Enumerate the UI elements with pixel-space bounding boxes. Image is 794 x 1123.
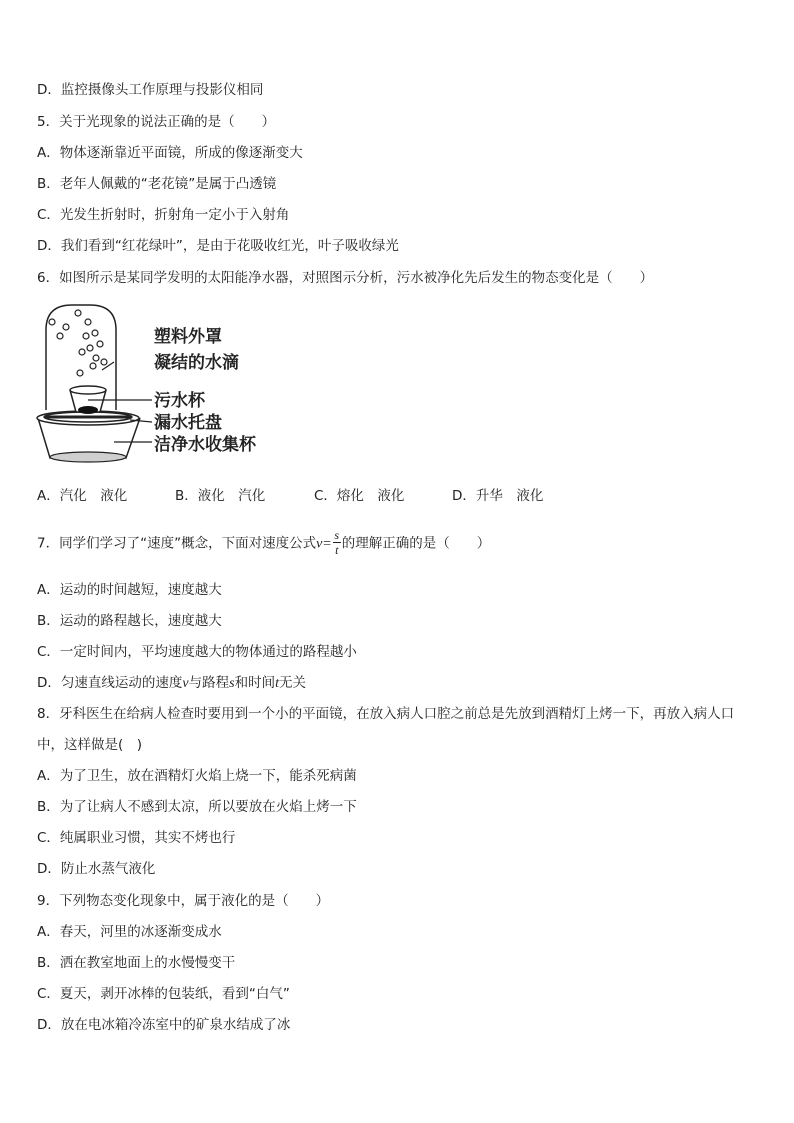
solar-water-purifier-figure: [30, 300, 300, 470]
q7-option-a: A．运动的时间越短，速度越大: [37, 582, 222, 598]
q7-formula-denominator: t: [335, 543, 339, 557]
q8-option-d: D．防止水蒸气液化: [37, 861, 156, 877]
q6-option-d: D．升华 液化: [452, 488, 544, 504]
q7-option-c: C．一定时间内，平均速度越大的物体通过的路程越小: [37, 644, 357, 660]
q7-option-d-text-4: 无关: [278, 675, 306, 691]
q9-stem: 9．下列物态变化现象中，属于液化的是（ ）: [37, 893, 330, 909]
q8-option-a: A．为了卫生，放在酒精灯火焰上烧一下，能杀死病菌: [37, 768, 357, 784]
q7-stem: [37, 530, 490, 557]
figure-label-plastic-cover: 塑料外罩: [154, 327, 222, 347]
figure-label-leak-tray: 漏水托盘: [154, 413, 222, 433]
q7-option-d-text-1: D．匀速直线运动的速度: [37, 675, 183, 691]
q6-option-c: C．熔化 液化: [314, 488, 405, 504]
water-droplets: [49, 310, 107, 376]
q9-option-b: B．洒在教室地面上的水慢慢变干: [37, 955, 236, 971]
q8-option-b: B．为了让病人不感到太凉，所以要放在火焰上烤一下: [37, 799, 357, 815]
q7-stem-suffix: 的理解正确的是（ ）: [341, 535, 491, 552]
q8-stem-line-2: 中，这样做是( ): [37, 737, 143, 753]
q7-option-d-text-3: 和时间: [234, 675, 276, 691]
q7-formula-numerator: s: [334, 528, 340, 542]
figure-label-sewage-cup: 污水杯: [154, 391, 205, 411]
q7-stem-prefix: 7．同学们学习了“速度”概念，下面对速度公式: [37, 535, 317, 552]
q7-option-d-var-s: s: [229, 676, 235, 691]
q6-option-a: A．汽化 液化: [37, 488, 128, 504]
q8-option-c: C．纯属职业习惯，其实不烤也行: [37, 830, 236, 846]
q5-option-a: A．物体逐渐靠近平面镜，所成的像逐渐变大: [37, 145, 303, 161]
q9-option-a: A．春天，河里的冰逐渐变成水: [37, 924, 222, 940]
q7-formula-lhs: v=: [316, 536, 332, 552]
q6-stem: 6．如图所示是某同学发明的太阳能净水器，对照图示分析，污水被净化先后发生的物态变化是（ ）: [37, 270, 654, 286]
q8-stem-line-1: 8．牙科医生在给病人检查时要用到一个小的平面镜，在放入病人口腔之前总是先放到酒精灯上烤一下，再放入病人口: [37, 706, 735, 722]
q7-formula-fraction: [333, 529, 341, 556]
q6-option-b: B．液化 汽化: [175, 488, 266, 504]
q7-option-d-var-v: v: [182, 676, 189, 691]
figure-label-condensed-droplets: 凝结的水滴: [154, 353, 239, 373]
q5-stem: 5．关于光现象的说法正确的是（ ）: [37, 114, 276, 130]
q9-option-d: D．放在电冰箱冷冻室中的矿泉水结成了冰: [37, 1017, 291, 1033]
q7-option-d: [37, 677, 306, 691]
q7-option-b: B．运动的路程越长，速度越大: [37, 613, 222, 629]
q9-option-c: C．夏天，剥开冰棒的包装纸，看到“白气”: [37, 986, 290, 1002]
figure-label-clean-water-cup: 洁净水收集杯: [154, 435, 256, 455]
q7-option-d-text-2: 与路程: [188, 675, 230, 691]
q5-option-c: C．光发生折射时，折射角一定小于入射角: [37, 207, 290, 223]
q5-option-b: B．老年人佩戴的“老花镜”是属于凸透镜: [37, 176, 277, 192]
q4-option-d: D．监控摄像头工作原理与投影仪相同: [37, 82, 264, 98]
q5-option-d: D．我们看到“红花绿叶”，是由于花吸收红光，叶子吸收绿光: [37, 238, 399, 254]
q7-option-d-var-t: t: [275, 676, 279, 691]
